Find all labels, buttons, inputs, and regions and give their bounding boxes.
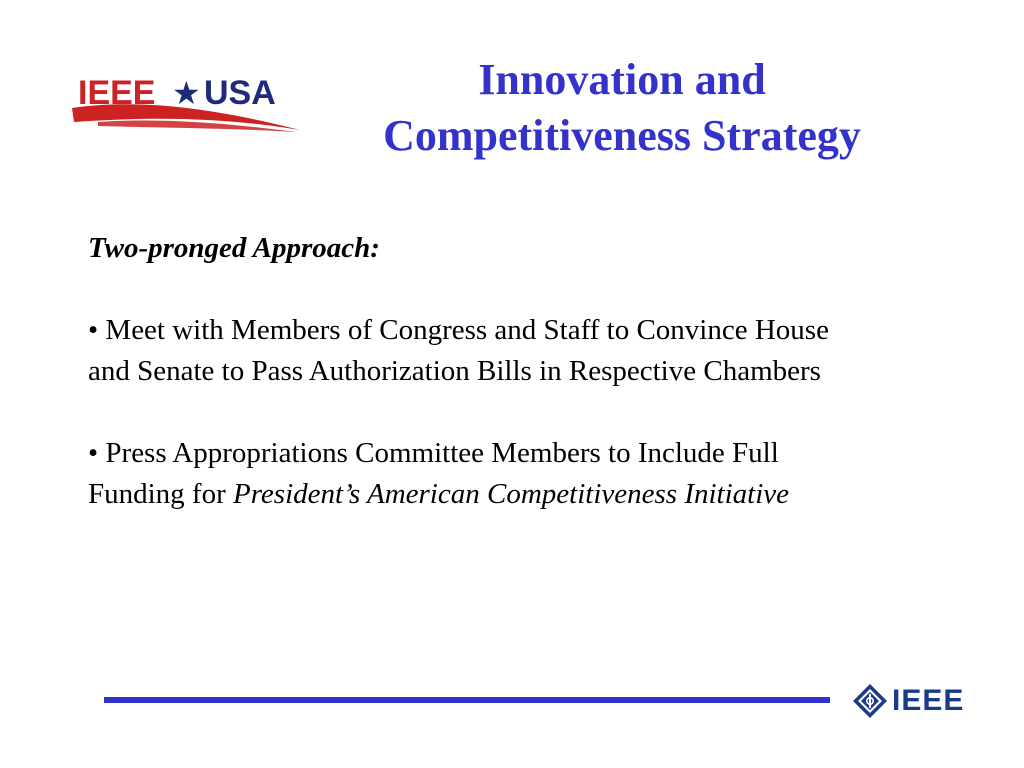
ieee-wordmark: IEEE — [892, 684, 965, 717]
slide-body — [88, 228, 968, 515]
bullet-2-line-2 — [88, 474, 968, 515]
ieee-footer-logo — [852, 680, 964, 722]
spacer — [88, 392, 968, 433]
body-subheading: Two-pronged Approach: — [88, 232, 380, 264]
bullet-1-line-1: • Meet with Members of Congress and Staff to Convince House — [88, 314, 829, 346]
ieee-usa-logo — [68, 60, 304, 140]
bullet-2-line-2-prefix: Funding for — [88, 478, 233, 510]
logo-ieee-text: IEEE — [78, 74, 156, 112]
spacer — [88, 269, 968, 310]
bullet-2-initiative-name: President’s American Competitiveness Initiative — [233, 478, 789, 510]
footer-rule — [104, 697, 830, 703]
slide-title — [320, 52, 924, 164]
title-line-1: Innovation and — [478, 55, 766, 104]
ieee-usa-logo-graphic — [68, 60, 304, 140]
ieee-diamond-icon — [852, 683, 888, 719]
bullet-1-line-2: and Senate to Pass Authorization Bills in Respective Chambers — [88, 355, 821, 387]
star-icon: ★ — [172, 74, 201, 112]
bullet-2-line-1: • Press Appropriations Committee Members to Include Full — [88, 437, 779, 469]
logo-usa-text: USA — [204, 74, 276, 112]
title-line-2: Competitiveness Strategy — [383, 111, 861, 160]
